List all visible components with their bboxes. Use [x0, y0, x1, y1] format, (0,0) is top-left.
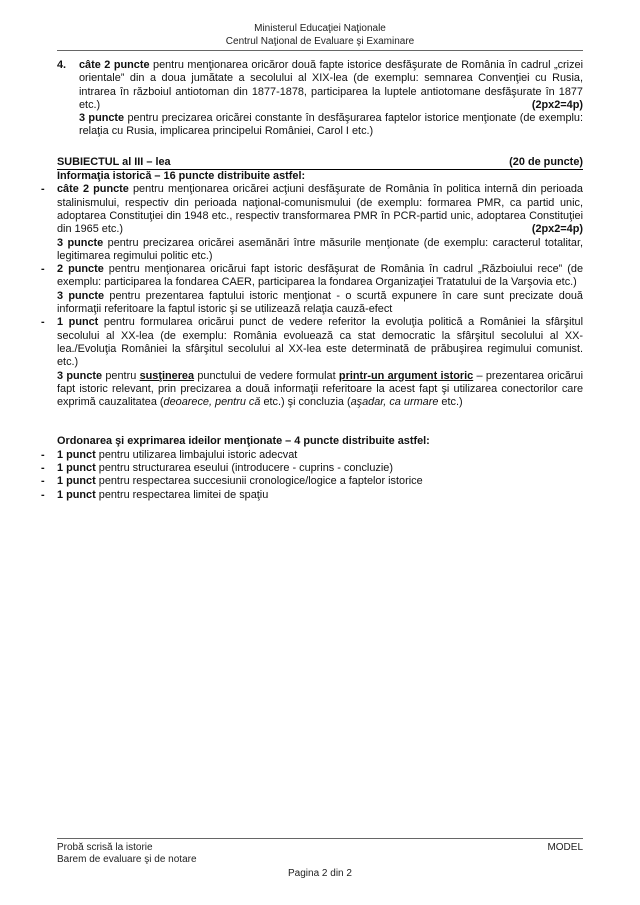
text-run: pentru precizarea oricărei asemănări între măsurile menţionate (de exemplu: caracterul totalitar, legitimarea regimului politic etc.): [57, 236, 583, 262]
footer-row-1: [57, 842, 583, 854]
bullet-dash: -: [41, 475, 45, 488]
header-rule: [57, 50, 583, 51]
item-number: 4.: [57, 59, 67, 71]
text-run: pentru menţionarea oricărui fapt istoric desfăşurat de România în cadrul „Războiului rece” (de exemplu: participarea la fondarea CAER, participarea la fondarea Organizaţiei Tratatului de la Varşovia etc.): [57, 263, 584, 289]
text-run: pentru formularea oricărui punct de vedere referitor la evoluţia politică a României la sfârşitul secolului al XX-lea (de exemplu: România evoluează ca stat democratic la sfârşitul secolului al XX-lea./Evoluţia României la sfârşitul secolului al XX-lea este determinată de prăbuşirea regimului comunist. etc.): [57, 316, 583, 369]
score-note: (2px2=4p): [531, 98, 583, 111]
text-run: pentru menţionarea oricărei acţiuni desfăşurate de România în politica internă din perioada stalinismului, respectiv din perioada naţional-comunismului (de exemplu: formarea PMR, ca partid unic, adoptarea Constituţiei din 1948 etc., respectiv transformarea PMR în PCR-partid unic, adoptarea Constituţiei din 1965 etc.): [57, 183, 583, 236]
text-run: Ordonarea şi exprimarea ideilor menţionate – 4 puncte distribuite astfel:: [57, 435, 430, 448]
list-item: [41, 489, 583, 502]
bullet-dash: -: [41, 263, 45, 276]
bullet-text: [57, 489, 583, 502]
footer-model-label: MODEL: [547, 842, 583, 853]
list-item: [41, 263, 583, 290]
text-run: pentru utilizarea limbajului istoric adecvat: [95, 448, 298, 461]
numbered-item: [57, 59, 583, 112]
text-run: – prezentarea oricărui fapt istoric relevant, prin precizarea a două informaţii referitoare la acest fapt şi utilizarea conectorilor care exprimă cauzalitatea (: [57, 369, 584, 409]
bullet-text: [57, 263, 583, 290]
header-org-line1: Ministerul Educaţiei Naţionale: [254, 23, 386, 34]
text-run: pentru precizarea oricărei constante în desfăşurarea faptelor istorice menţionate (de exemplu: relaţia cu Rusia, implicarea principelui României, Carol I etc.): [79, 112, 584, 138]
text-run: printr-un argument istoric: [338, 369, 474, 382]
text-run: punctului de vedere formulat: [194, 369, 339, 382]
list-item: [41, 449, 583, 462]
text-run: pentru menţionarea oricăror două fapte istorice desfăşurate de România în cadrul „crizei orientale” din a doua jumătate a secolului al XIX-lea (de exemplu: semnarea Convenţiei cu Rusia, intrarea în războiul antiotoman din 1877-1878, participarea la luptele antiotomane desfăşurate în 1877 etc.): [79, 59, 584, 111]
text-run: câte 2 puncte: [79, 59, 150, 71]
footer-doc-type: Barem de evaluare şi de notare: [57, 854, 197, 865]
bullet-text: [57, 183, 583, 236]
score-note: (2px2=4p): [531, 223, 583, 236]
page-footer: [57, 838, 583, 880]
section-title: SUBIECTUL al III – lea: [57, 155, 171, 168]
list-item: [41, 183, 583, 236]
bullet-text: [57, 316, 583, 369]
text-run: 1 punct: [57, 488, 96, 501]
bullet-dash: -: [41, 462, 45, 475]
list-item: [41, 316, 583, 369]
bullet-dash: -: [41, 316, 45, 329]
text-run: 1 punct: [57, 316, 99, 329]
text-run: pentru prezentarea faptului istoric menţionat - o scurtă expunere în care sunt precizate două informaţii referitoare la faptul istoric şi se utilizează relaţia cauză-efect: [57, 289, 583, 316]
section-heading: [57, 156, 583, 170]
sub-heading: [57, 435, 583, 448]
bullet-continuation: [57, 237, 583, 264]
bullet-text: [57, 475, 583, 488]
footer-exam-name: Probă scrisă la istorie: [57, 842, 153, 853]
bullet-dash: -: [41, 488, 45, 501]
text-run: Informaţia istorică – 16 puncte distribuite astfel:: [57, 170, 306, 183]
list-item: [41, 475, 583, 488]
text-run: 1 punct: [57, 448, 96, 461]
text-run: 1 punct: [57, 462, 96, 475]
text-run: 3 puncte: [57, 236, 104, 249]
text-run: 3 puncte: [57, 369, 103, 382]
text-run: câte 2 puncte: [57, 183, 129, 196]
bullet-text: [57, 449, 583, 462]
bullet-dash: -: [41, 448, 45, 461]
text-run: 1 punct: [57, 475, 96, 488]
item-text: [79, 59, 583, 112]
text-run: etc.): [438, 396, 463, 409]
text-run: aşadar, ca urmare: [350, 396, 439, 409]
header-org-line2: Centrul Naţional de Evaluare şi Examinare: [225, 35, 415, 47]
text-run: 2 puncte: [57, 263, 104, 276]
list-item: [41, 462, 583, 475]
bullet-dash: -: [41, 183, 45, 196]
text-run: susţinerea: [139, 369, 195, 382]
text-run: pentru respectarea succesiunii cronologice/logice a faptelor istorice: [95, 475, 423, 488]
text-run: 3 puncte: [79, 112, 125, 125]
item-continuation: [79, 112, 583, 139]
text-run: etc.) şi concluzia (: [260, 396, 351, 409]
bullet-continuation: [57, 290, 583, 317]
text-run: pentru respectarea limitei de spaţiu: [95, 488, 269, 501]
doc-body: [41, 59, 584, 502]
text-run: pentru: [102, 369, 140, 382]
text-run: pentru structurarea eseului (introducere - cuprins - concluzie): [95, 462, 393, 475]
bullet-text: [57, 462, 583, 475]
footer-page-number: Pagina 2 din 2: [288, 868, 352, 879]
bullet-continuation: [57, 370, 583, 410]
text-run: 3 puncte: [57, 289, 105, 302]
section-points: (20 de puncte): [509, 155, 583, 168]
text-run: deoarece, pentru că: [163, 396, 261, 409]
page-header: [57, 23, 583, 51]
sub-heading: [57, 170, 583, 183]
